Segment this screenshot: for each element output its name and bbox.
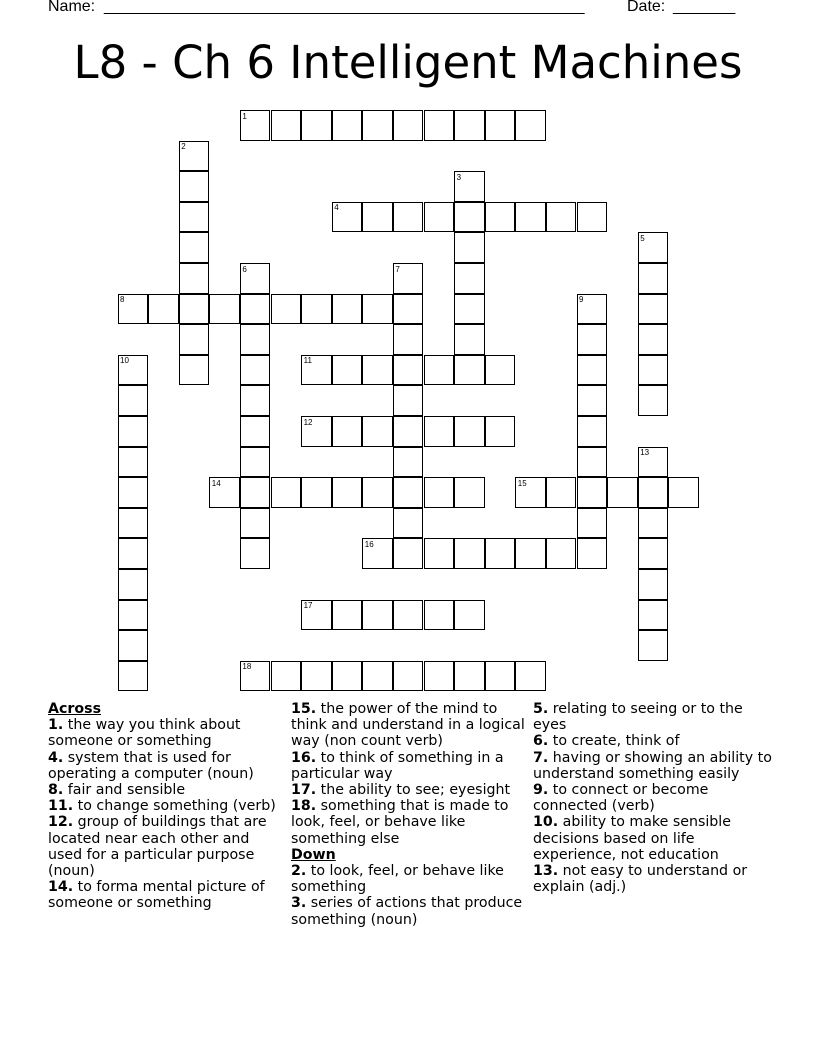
grid-cell[interactable] (638, 232, 669, 263)
grid-cell[interactable] (148, 294, 179, 325)
grid-cell[interactable] (179, 355, 210, 386)
clue-text: to change something (verb) (73, 798, 276, 815)
grid-cell[interactable] (454, 416, 485, 447)
clue-text: to create, think of (548, 733, 680, 750)
grid-cell[interactable] (424, 538, 455, 569)
grid-cell[interactable] (301, 600, 332, 631)
grid-cell[interactable] (118, 569, 149, 600)
clue-number-label: 12. (48, 814, 74, 831)
grid-cell[interactable] (424, 416, 455, 447)
grid-cell[interactable] (515, 110, 546, 141)
grid-cell[interactable] (118, 508, 149, 539)
grid-cell[interactable] (240, 294, 271, 325)
name-label: Name: (48, 0, 96, 15)
grid-cell[interactable] (118, 538, 149, 569)
grid-cell[interactable] (179, 263, 210, 294)
grid-cell[interactable] (118, 355, 149, 386)
grid-cell[interactable] (577, 324, 608, 355)
clue-number: 10 (120, 356, 129, 366)
grid-cell[interactable] (240, 508, 271, 539)
name-blank[interactable]: ______________________________________________________ (104, 0, 585, 15)
clue (291, 863, 526, 895)
grid-cell[interactable] (454, 263, 485, 294)
grid-cell[interactable] (485, 110, 516, 141)
clue (48, 798, 283, 814)
grid-cell[interactable] (332, 661, 363, 692)
grid-cell[interactable] (240, 416, 271, 447)
grid-cell[interactable] (179, 202, 210, 233)
clue-number: 9 (579, 295, 584, 305)
grid-cell[interactable] (362, 355, 393, 386)
grid-cell[interactable] (362, 416, 393, 447)
grid-cell[interactable] (240, 263, 271, 294)
clue-number-label: 6. (533, 733, 549, 750)
clue-number-label: 2. (291, 863, 307, 880)
clue-section-heading: Across (48, 701, 102, 717)
grid-cell[interactable] (638, 477, 669, 508)
grid-cell[interactable] (362, 110, 393, 141)
grid-cell[interactable] (332, 294, 363, 325)
grid-cell[interactable] (271, 294, 302, 325)
clue-number: 13 (640, 448, 650, 458)
page-title: L8 - Ch 6 Intelligent Machines (73, 36, 743, 89)
clue-text: not easy to understand or explain (adj.) (533, 863, 748, 896)
grid-cell[interactable] (638, 600, 669, 631)
clue-number-label: 16. (291, 749, 317, 766)
clue-text: something that is made to look, feel, or behave like something else (291, 798, 509, 847)
clue (291, 798, 526, 847)
clue (48, 814, 283, 879)
clue (48, 717, 283, 749)
grid-cell[interactable] (301, 355, 332, 386)
clue-number-label: 4. (48, 749, 64, 766)
grid-cell[interactable] (301, 416, 332, 447)
clue-number: 18 (242, 662, 252, 672)
grid-cell[interactable] (332, 477, 363, 508)
grid-cell[interactable] (393, 447, 424, 478)
grid-cell[interactable] (638, 630, 669, 661)
clue (533, 701, 773, 733)
grid-cell[interactable] (424, 355, 455, 386)
clue-number-label: 10. (533, 814, 559, 831)
grid-cell[interactable] (454, 202, 485, 233)
grid-cell[interactable] (577, 355, 608, 386)
grid-cell[interactable] (118, 600, 149, 631)
grid-cell[interactable] (577, 447, 608, 478)
grid-cell[interactable] (362, 661, 393, 692)
grid-cell[interactable] (301, 661, 332, 692)
grid-cell[interactable] (638, 355, 669, 386)
grid-cell[interactable] (577, 202, 608, 233)
grid-cell[interactable] (638, 385, 669, 416)
clue-text: ability to make sensible decisions based on life experience, not education (533, 814, 731, 863)
grid-cell[interactable] (240, 661, 271, 692)
grid-cell[interactable] (485, 202, 516, 233)
clue-number: 4 (334, 203, 339, 213)
grid-cell[interactable] (332, 355, 363, 386)
grid-cell[interactable] (393, 324, 424, 355)
grid-cell[interactable] (240, 324, 271, 355)
grid-cell[interactable] (454, 661, 485, 692)
clue-number-label: 9. (533, 782, 549, 799)
clue-number-label: 8. (48, 782, 64, 799)
grid-cell[interactable] (607, 477, 638, 508)
grid-cell[interactable] (118, 447, 149, 478)
clue-number: 3 (456, 172, 462, 182)
grid-cell[interactable] (454, 538, 485, 569)
grid-cell[interactable] (638, 508, 669, 539)
grid-cell[interactable] (362, 538, 393, 569)
grid-cell[interactable] (393, 294, 424, 325)
grid-cell[interactable] (424, 661, 455, 692)
clue (291, 750, 526, 782)
clue-number: 1 (242, 111, 247, 121)
grid-cell[interactable] (638, 569, 669, 600)
clue-text: having or showing an ability to understand something easily (533, 749, 772, 782)
clue-section-heading: Down (291, 846, 336, 863)
clue-number: 6 (242, 264, 247, 274)
clue (533, 782, 773, 814)
grid-cell[interactable] (118, 385, 149, 416)
grid-cell[interactable] (393, 263, 424, 294)
grid-cell[interactable] (577, 477, 608, 508)
grid-cell[interactable] (209, 477, 240, 508)
grid-cell[interactable] (454, 600, 485, 631)
grid-cell[interactable] (240, 385, 271, 416)
grid-cell[interactable] (424, 110, 455, 141)
grid-cell[interactable] (271, 110, 302, 141)
grid-cell[interactable] (271, 661, 302, 692)
grid-cell[interactable] (638, 538, 669, 569)
grid-cell[interactable] (454, 324, 485, 355)
grid-cell[interactable] (577, 508, 608, 539)
clue-number: 5 (640, 233, 645, 243)
grid-cell[interactable] (332, 416, 363, 447)
grid-cell[interactable] (362, 477, 393, 508)
clue (533, 863, 773, 895)
clue-number-label: 11. (48, 798, 74, 815)
grid-cell[interactable] (515, 477, 546, 508)
grid-cell[interactable] (546, 202, 577, 233)
grid-cell[interactable] (577, 416, 608, 447)
grid-cell[interactable] (240, 447, 271, 478)
clue-text: the way you think about someone or something (48, 717, 241, 750)
grid-cell[interactable] (577, 385, 608, 416)
grid-cell[interactable] (118, 416, 149, 447)
grid-cell[interactable] (332, 202, 363, 233)
grid-cell[interactable] (240, 355, 271, 386)
clue (291, 782, 526, 798)
grid-cell[interactable] (179, 294, 210, 325)
clue (48, 782, 283, 798)
clue-number-label: 17. (291, 782, 317, 799)
grid-cell[interactable] (118, 294, 149, 325)
grid-cell[interactable] (240, 477, 271, 508)
grid-cell[interactable] (240, 538, 271, 569)
grid-cell[interactable] (393, 600, 424, 631)
grid-cell[interactable] (393, 477, 424, 508)
grid-cell[interactable] (393, 416, 424, 447)
grid-cell[interactable] (515, 538, 546, 569)
grid-cell[interactable] (393, 661, 424, 692)
grid-cell[interactable] (577, 538, 608, 569)
grid-cell[interactable] (485, 538, 516, 569)
grid-cell[interactable] (546, 477, 577, 508)
clue-number: 2 (181, 142, 186, 152)
grid-cell[interactable] (393, 538, 424, 569)
clue-number: 14 (211, 478, 221, 488)
grid-cell[interactable] (668, 477, 699, 508)
grid-cell[interactable] (424, 477, 455, 508)
grid-cell[interactable] (454, 110, 485, 141)
clue-text: fair and sensible (63, 782, 186, 799)
grid-cell[interactable] (515, 202, 546, 233)
grid-cell[interactable] (638, 324, 669, 355)
grid-cell[interactable] (638, 263, 669, 294)
clue-number-label: 1. (48, 717, 64, 734)
grid-cell[interactable] (393, 508, 424, 539)
grid-cell[interactable] (424, 600, 455, 631)
clue-text: to connect or become connected (verb) (533, 782, 709, 815)
date-blank[interactable]: _______ (673, 0, 736, 15)
grid-cell[interactable] (332, 110, 363, 141)
grid-cell[interactable] (454, 232, 485, 263)
grid-cell[interactable] (332, 600, 363, 631)
clue-number-label: 15. (291, 701, 317, 717)
clue-text: system that is used for operating a computer (noun) (48, 749, 254, 782)
clue (291, 895, 526, 927)
clue-number: 16 (364, 539, 374, 549)
grid-cell[interactable] (240, 110, 271, 141)
clue-number-label: 7. (533, 749, 549, 766)
grid-cell[interactable] (209, 294, 240, 325)
grid-cell[interactable] (393, 202, 424, 233)
grid-cell[interactable] (393, 385, 424, 416)
clue-number-label: 14. (48, 879, 74, 896)
grid-cell[interactable] (454, 477, 485, 508)
grid-cell[interactable] (362, 600, 393, 631)
clue-column-3 (533, 701, 773, 895)
grid-cell[interactable] (454, 355, 485, 386)
clue-number-label: 13. (533, 863, 559, 880)
grid-cell[interactable] (454, 294, 485, 325)
grid-cell[interactable] (515, 661, 546, 692)
clue-number: 7 (395, 264, 400, 274)
grid-cell[interactable] (301, 477, 332, 508)
grid-cell[interactable] (362, 202, 393, 233)
grid-cell[interactable] (638, 294, 669, 325)
clue-number-label: 18. (291, 798, 317, 815)
grid-cell[interactable] (577, 294, 608, 325)
clue-number: 15 (517, 478, 527, 488)
clue-text: series of actions that produce something (noun) (291, 895, 523, 928)
grid-cell[interactable] (454, 171, 485, 202)
clue-number-label: 5. (533, 701, 549, 717)
clue-text: group of buildings that are located near each other and used for a particular purpose (noun) (48, 814, 267, 880)
clue-text: the ability to see; eyesight (316, 782, 511, 799)
grid-cell[interactable] (393, 355, 424, 386)
grid-cell[interactable] (179, 171, 210, 202)
grid-cell[interactable] (271, 477, 302, 508)
grid-cell[interactable] (179, 232, 210, 263)
clue-text: the power of the mind to think and understand in a logical way (non count verb) (291, 701, 525, 750)
grid-cell[interactable] (179, 324, 210, 355)
clue-text: to look, feel, or behave like something (291, 863, 504, 896)
grid-cell[interactable] (301, 294, 332, 325)
clue-number: 17 (303, 601, 313, 611)
clue (48, 879, 283, 911)
grid-cell[interactable] (301, 110, 332, 141)
grid-cell[interactable] (485, 416, 516, 447)
clue-column-1 (48, 701, 283, 912)
clue-text: to forma mental picture of someone or something (48, 879, 265, 912)
clue-number: 12 (303, 417, 313, 427)
clue (291, 701, 526, 750)
grid-cell[interactable] (546, 538, 577, 569)
clue (533, 814, 773, 863)
clue (48, 750, 283, 782)
grid-cell[interactable] (424, 202, 455, 233)
grid-cell[interactable] (118, 661, 149, 692)
clue-text: relating to seeing or to the eyes (533, 701, 743, 734)
date-label: Date: (627, 0, 666, 15)
clue (533, 750, 773, 782)
grid-cell[interactable] (638, 447, 669, 478)
grid-cell[interactable] (393, 110, 424, 141)
clue-number-label: 3. (291, 895, 307, 912)
clue-number: 11 (303, 356, 312, 366)
grid-cell[interactable] (179, 141, 210, 172)
clue (533, 733, 773, 749)
grid-cell[interactable] (118, 477, 149, 508)
clue-column-2 (291, 701, 526, 928)
grid-cell[interactable] (485, 661, 516, 692)
clue-number: 8 (120, 295, 125, 305)
clue-text: to think of something in a particular way (291, 749, 504, 782)
grid-cell[interactable] (485, 355, 516, 386)
grid-cell[interactable] (118, 630, 149, 661)
grid-cell[interactable] (362, 294, 393, 325)
